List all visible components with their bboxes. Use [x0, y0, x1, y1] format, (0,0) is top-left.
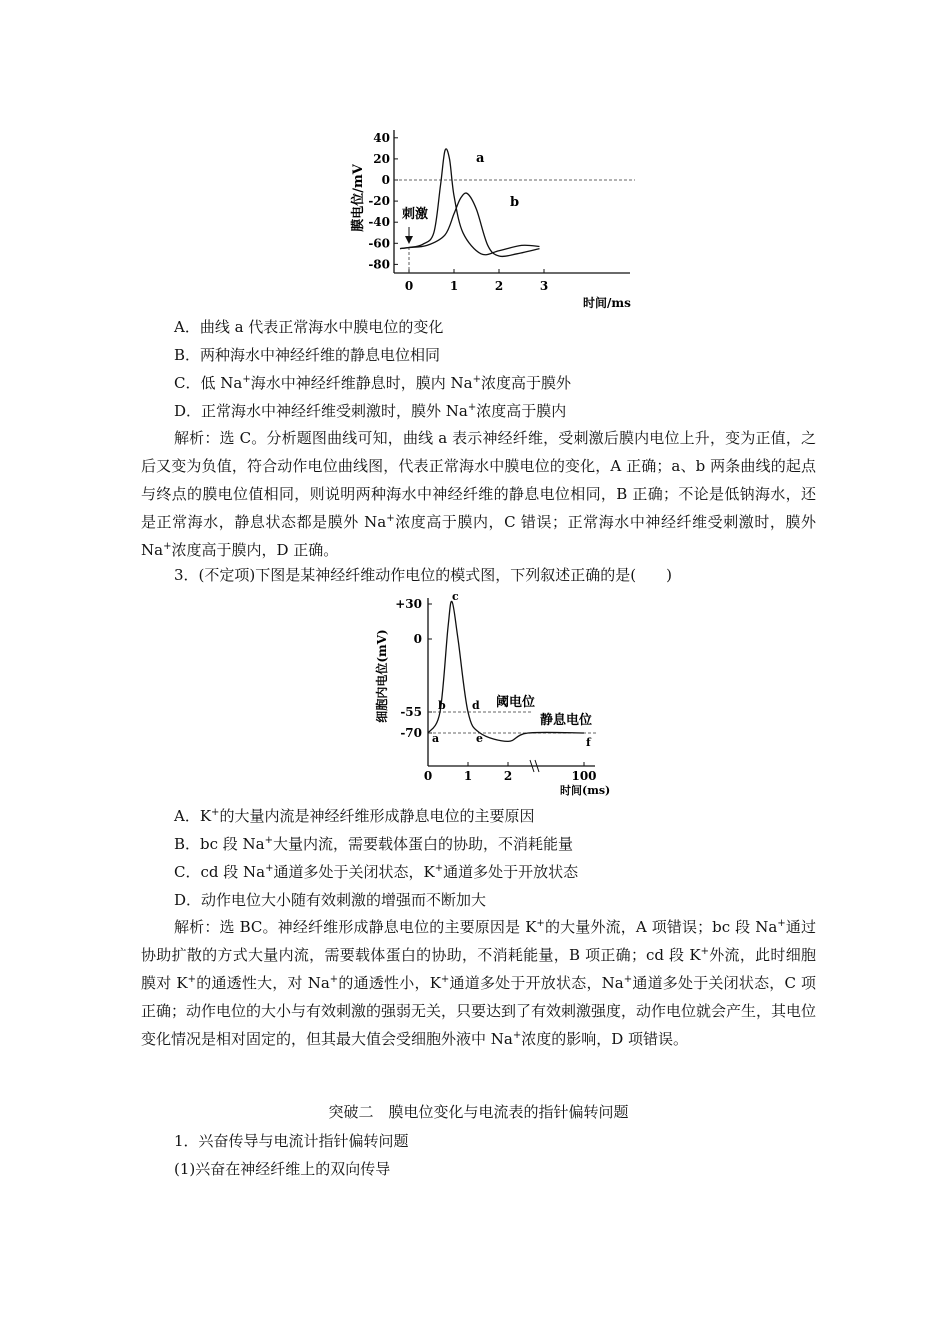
q2-option-b: B．两种海水中神经纤维的静息电位相同 [174, 346, 441, 364]
q2-option-c [174, 373, 816, 393]
sup-plus: + [777, 918, 786, 929]
q2-option-a: A．曲线 a 代表正常海水中膜电位的变化 [174, 318, 444, 336]
q3-option-c-part3: 通道多处于开放状态 [443, 863, 579, 881]
section-title: 突破二 膜电位变化与电流表的指针偏转问题 [328, 1103, 629, 1121]
q2-option-d [174, 401, 816, 421]
q2-option-c-part2: 海水中神经纤维静息时，膜内 Na [250, 374, 473, 392]
q3-option-c [174, 862, 816, 882]
fig2-xtick-label: 1 [463, 769, 473, 783]
sup-plus: + [512, 1030, 522, 1041]
sup-plus: + [536, 918, 545, 929]
fig1-xlabel: 时间/ms [583, 296, 631, 310]
fig1-ytick-label: 20 [373, 151, 390, 166]
fig2-point-e: e [476, 732, 483, 745]
fig2-point-d: d [472, 699, 480, 712]
q2-answer-part3: 浓度高于膜内，D 正确。 [171, 541, 339, 559]
fig2-xtick-label: 2 [503, 769, 513, 783]
q2-option-c-part1: C．低 Na [174, 374, 243, 392]
q3-stem: 3．(不定项)下图是某神经纤维动作电位的模式图，下列叙述正确的是( ) [174, 566, 672, 584]
fig2-point-c: c [452, 592, 459, 603]
fig1-stim-arrowhead [405, 236, 413, 244]
sup-plus: + [242, 374, 251, 385]
q2-option-d-part2: 浓度高于膜内 [476, 402, 567, 420]
q3-option-a-part2: 的大量内流是神经纤维形成静息电位的主要原因 [219, 807, 535, 825]
section-item-1: 1．兴奋传导与电流计指针偏转问题 [174, 1132, 409, 1150]
fig1-xtick-label: 2 [494, 279, 504, 293]
q3-option-c-part2: 通道多处于关闭状态，K [273, 863, 435, 881]
sup-plus: + [187, 974, 197, 985]
q2-answer-part2: 浓度高于膜内，C 错误；正常海水中神经纤维受刺激时，膜外 Na [141, 513, 817, 559]
sup-plus: + [623, 974, 633, 985]
q3-answer-part6: 的通透性小，K [338, 974, 441, 992]
q3-answer-part7: 通道多处于开放状态，Na [449, 974, 624, 992]
fig2-ylabel: 细胞内电位(mV) [375, 629, 389, 723]
q2-option-c-part3: 浓度高于膜外 [480, 374, 571, 392]
q3-answer-part3: 通过协助扩散的方式大量内流，需要载体蛋白的协助，不消耗能量，B 项正确；cd 段 K [141, 918, 816, 964]
q3-option-a-part1: A．K [174, 807, 212, 825]
q3-option-c-part1: C．cd 段 Na [174, 863, 266, 881]
q3-answer-part9: 浓度的影响，D 项错误。 [521, 1030, 689, 1048]
fig1-xtick-label: 3 [539, 279, 549, 293]
sup-plus: + [163, 541, 172, 552]
q2-answer-part1: 解析：选 C。分析题图曲线可知，曲线 a 表示神经纤维，受刺激后膜内电位上升，变为正值，之后又变为负值，符合动作电位曲线图，代表正常海水中膜电位的变化，A 正确；a、b 两条曲线的起点与终点的膜电位值相同，则说明两种海水中神经纤维的静息电位相同，B 正确；不论是低钠海水，还是正常海水，静息状态都是膜外 Na [141, 429, 816, 531]
sup-plus: + [434, 863, 444, 874]
fig1-ylabel: 膜电位/mV [351, 164, 366, 232]
q3-option-b [174, 834, 816, 854]
q3-answer [141, 913, 816, 1053]
fig2-xtick-label: 100 [571, 769, 597, 783]
q3-answer-part2: 的大量外流，A 项错误；bc 段 Na [544, 918, 778, 936]
fig1-ytick-label: -60 [368, 236, 390, 251]
fig1-ytick-label: -80 [368, 257, 390, 272]
fig1-ytick-label: 0 [381, 173, 390, 187]
q2-answer [141, 424, 816, 564]
sup-plus: + [211, 807, 220, 818]
fig2-point-f: f [586, 736, 591, 749]
fig2-ytick-label: -70 [400, 726, 422, 740]
q3-answer-part1: 解析：选 BC。神经纤维形成静息电位的主要原因是 K [174, 918, 537, 936]
fig1-label-b: b [510, 195, 520, 210]
fig2-ytick-label: 0 [413, 632, 422, 646]
q3-option-b-part2: 大量内流，需要载体蛋白的协助，不消耗能量 [273, 835, 574, 853]
fig2-resting-label: 静息电位 [540, 713, 593, 728]
fig2-point-b: b [438, 699, 446, 712]
fig1-label-a: a [476, 151, 485, 166]
sup-plus: + [467, 402, 477, 413]
q3-answer-part8: 通道多处于关闭状态，C 项正确；动作电位的大小与有效刺激的强弱无关，只要达到了有效刺激强度，动作电位就会产生，其电位变化情况是相对固定的，但其最大值会受细胞外液中 Na [141, 974, 817, 1048]
fig1-xtick-label: 0 [404, 279, 414, 293]
sup-plus: + [440, 974, 450, 985]
sup-plus: + [386, 513, 395, 524]
sup-plus: + [264, 835, 274, 846]
fig2-ytick-label: -55 [400, 705, 422, 719]
fig2-xtick-label: 0 [423, 769, 433, 783]
sup-plus: + [265, 863, 274, 874]
fig2-point-a: a [432, 732, 440, 745]
action-potential-chart [370, 592, 610, 802]
fig1-ytick-label: 40 [373, 130, 390, 145]
fig1-xtick-label: 1 [449, 279, 459, 293]
q2-option-d-part1: D．正常海水中神经纤维受刺激时，膜外 Na [174, 402, 468, 420]
q3-answer-part4: 外流，此时细胞膜对 K [141, 946, 816, 992]
fig1-stim-label: 刺激 [402, 207, 429, 222]
fig2-xlabel: 时间(ms) [560, 784, 610, 797]
sup-plus: + [329, 974, 339, 985]
fig1-ytick-label: -40 [368, 215, 390, 230]
fig2-threshold-label: 阈电位 [496, 695, 536, 710]
membrane-potential-chart [340, 118, 670, 318]
q3-answer-part5: 的通透性大，对 Na [196, 974, 330, 992]
sup-plus: + [700, 946, 709, 957]
fig1-ytick-label: -20 [368, 194, 390, 209]
fig2-ytick-label: +30 [395, 597, 422, 611]
q3-option-a [174, 806, 816, 826]
q3-option-b-part1: B．bc 段 Na [174, 835, 265, 853]
q3-option-d: D．动作电位大小随有效刺激的增强而不断加大 [174, 891, 487, 909]
section-item-2: (1)兴奋在神经纤维上的双向传导 [174, 1160, 391, 1178]
sup-plus: + [472, 374, 481, 385]
